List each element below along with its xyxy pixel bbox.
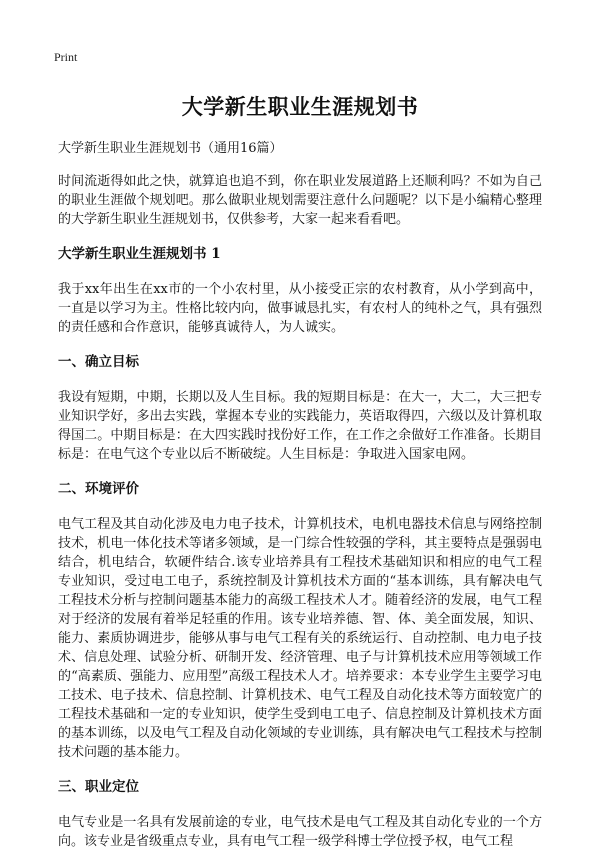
print-link[interactable]: Print: [54, 50, 78, 64]
section-paragraph-positioning: 电气专业是一名具有发展前途的专业，电气技术是电气工程及其自动化专业的一个方向。该专业是省级重点专业，具有电气工程一级学科博士学位授予权，电气工程: [58, 815, 542, 849]
section-heading-environment: 二、环境评价: [58, 481, 139, 497]
section-paragraph-goals: 我设有短期，中期，长期以及人生目标。我的短期目标是：在大一，大二，大三把专业知识学好，多出去实践，掌握本专业的实践能力，英语取得四，六级以及计算机取得国二。中期目标是：在大四实践时找份好工作，在工作之余做好工作准备。长期目标是：在电气这个专业以后不断破绽。人生目标是：争取进入国家电网。: [58, 390, 542, 462]
section-paragraph-environment: 电气工程及其自动化涉及电力电子技术，计算机技术，电机电器技术信息与网络控制技术，机电一体化技术等诸多领域，是一门综合性较强的学科，其主要特点是强弱电结合，机电结合，软硬件结合.该专业培养具有工程技术基础知识和相应的电气工程专业知识，受过电工电子，系统控制及计算机技术方面的“基本训练，具有解决电气工程技术分析与控制问题基本能力的高级工程技术人才。随着经济的发展，电气工程对于经济的发展有着举足轻重的作用。该专业培养德、智、体、美全面发展，知识、能力、素质协调进步，能够从事与电气工程有关的系统运行、自动控制、电力电子技术、信息处理、试验分析、研制开发、经济管理、电子与计算机技术应用等领域工作的“高素质、强能力、应用型”高级工程技术人才。培养要求：本专业学生主要学习电工技术、电子技术、信息控制、计算机技术、电气工程及自动化技术等方面较宽广的工程技术基础和一定的专业知识，使学生受到电工电子、信息控制及计算机技术方面的基本训练，以及电气工程及自动化领域的专业训练，具有解决电气工程技术与控制技术问题的基本能力。: [58, 517, 542, 760]
section-heading-goals: 一、确立目标: [58, 354, 139, 370]
article-paragraph: 我于xx年出生在xx市的一个小农村里，从小接受正宗的农村教育，从小学到高中，一直是以学习为主。性格比较内向，做事诚恳扎实，有农村人的纯朴之气，具有强烈的责任感和合作意识，能够真诚待人，为人诚实。: [58, 282, 542, 335]
intro-paragraph: 时间流逝得如此之快，就算追也追不到，你在职业发展道路上还顺利吗？不如为自己的职业生涯做个规划吧。那么做职业规划需要注意什么问题呢？以下是小编精心整理的大学新生职业生涯规划书，仅供参考，大家一起来看看吧。: [58, 174, 542, 227]
document-title: 大学新生职业生涯规划书: [181, 94, 419, 119]
article-heading: 大学新生职业生涯规划书 1: [58, 246, 221, 262]
document-subtitle: 大学新生职业生涯规划书（通用16篇）: [58, 141, 283, 156]
section-heading-positioning: 三、职业定位: [58, 779, 139, 795]
